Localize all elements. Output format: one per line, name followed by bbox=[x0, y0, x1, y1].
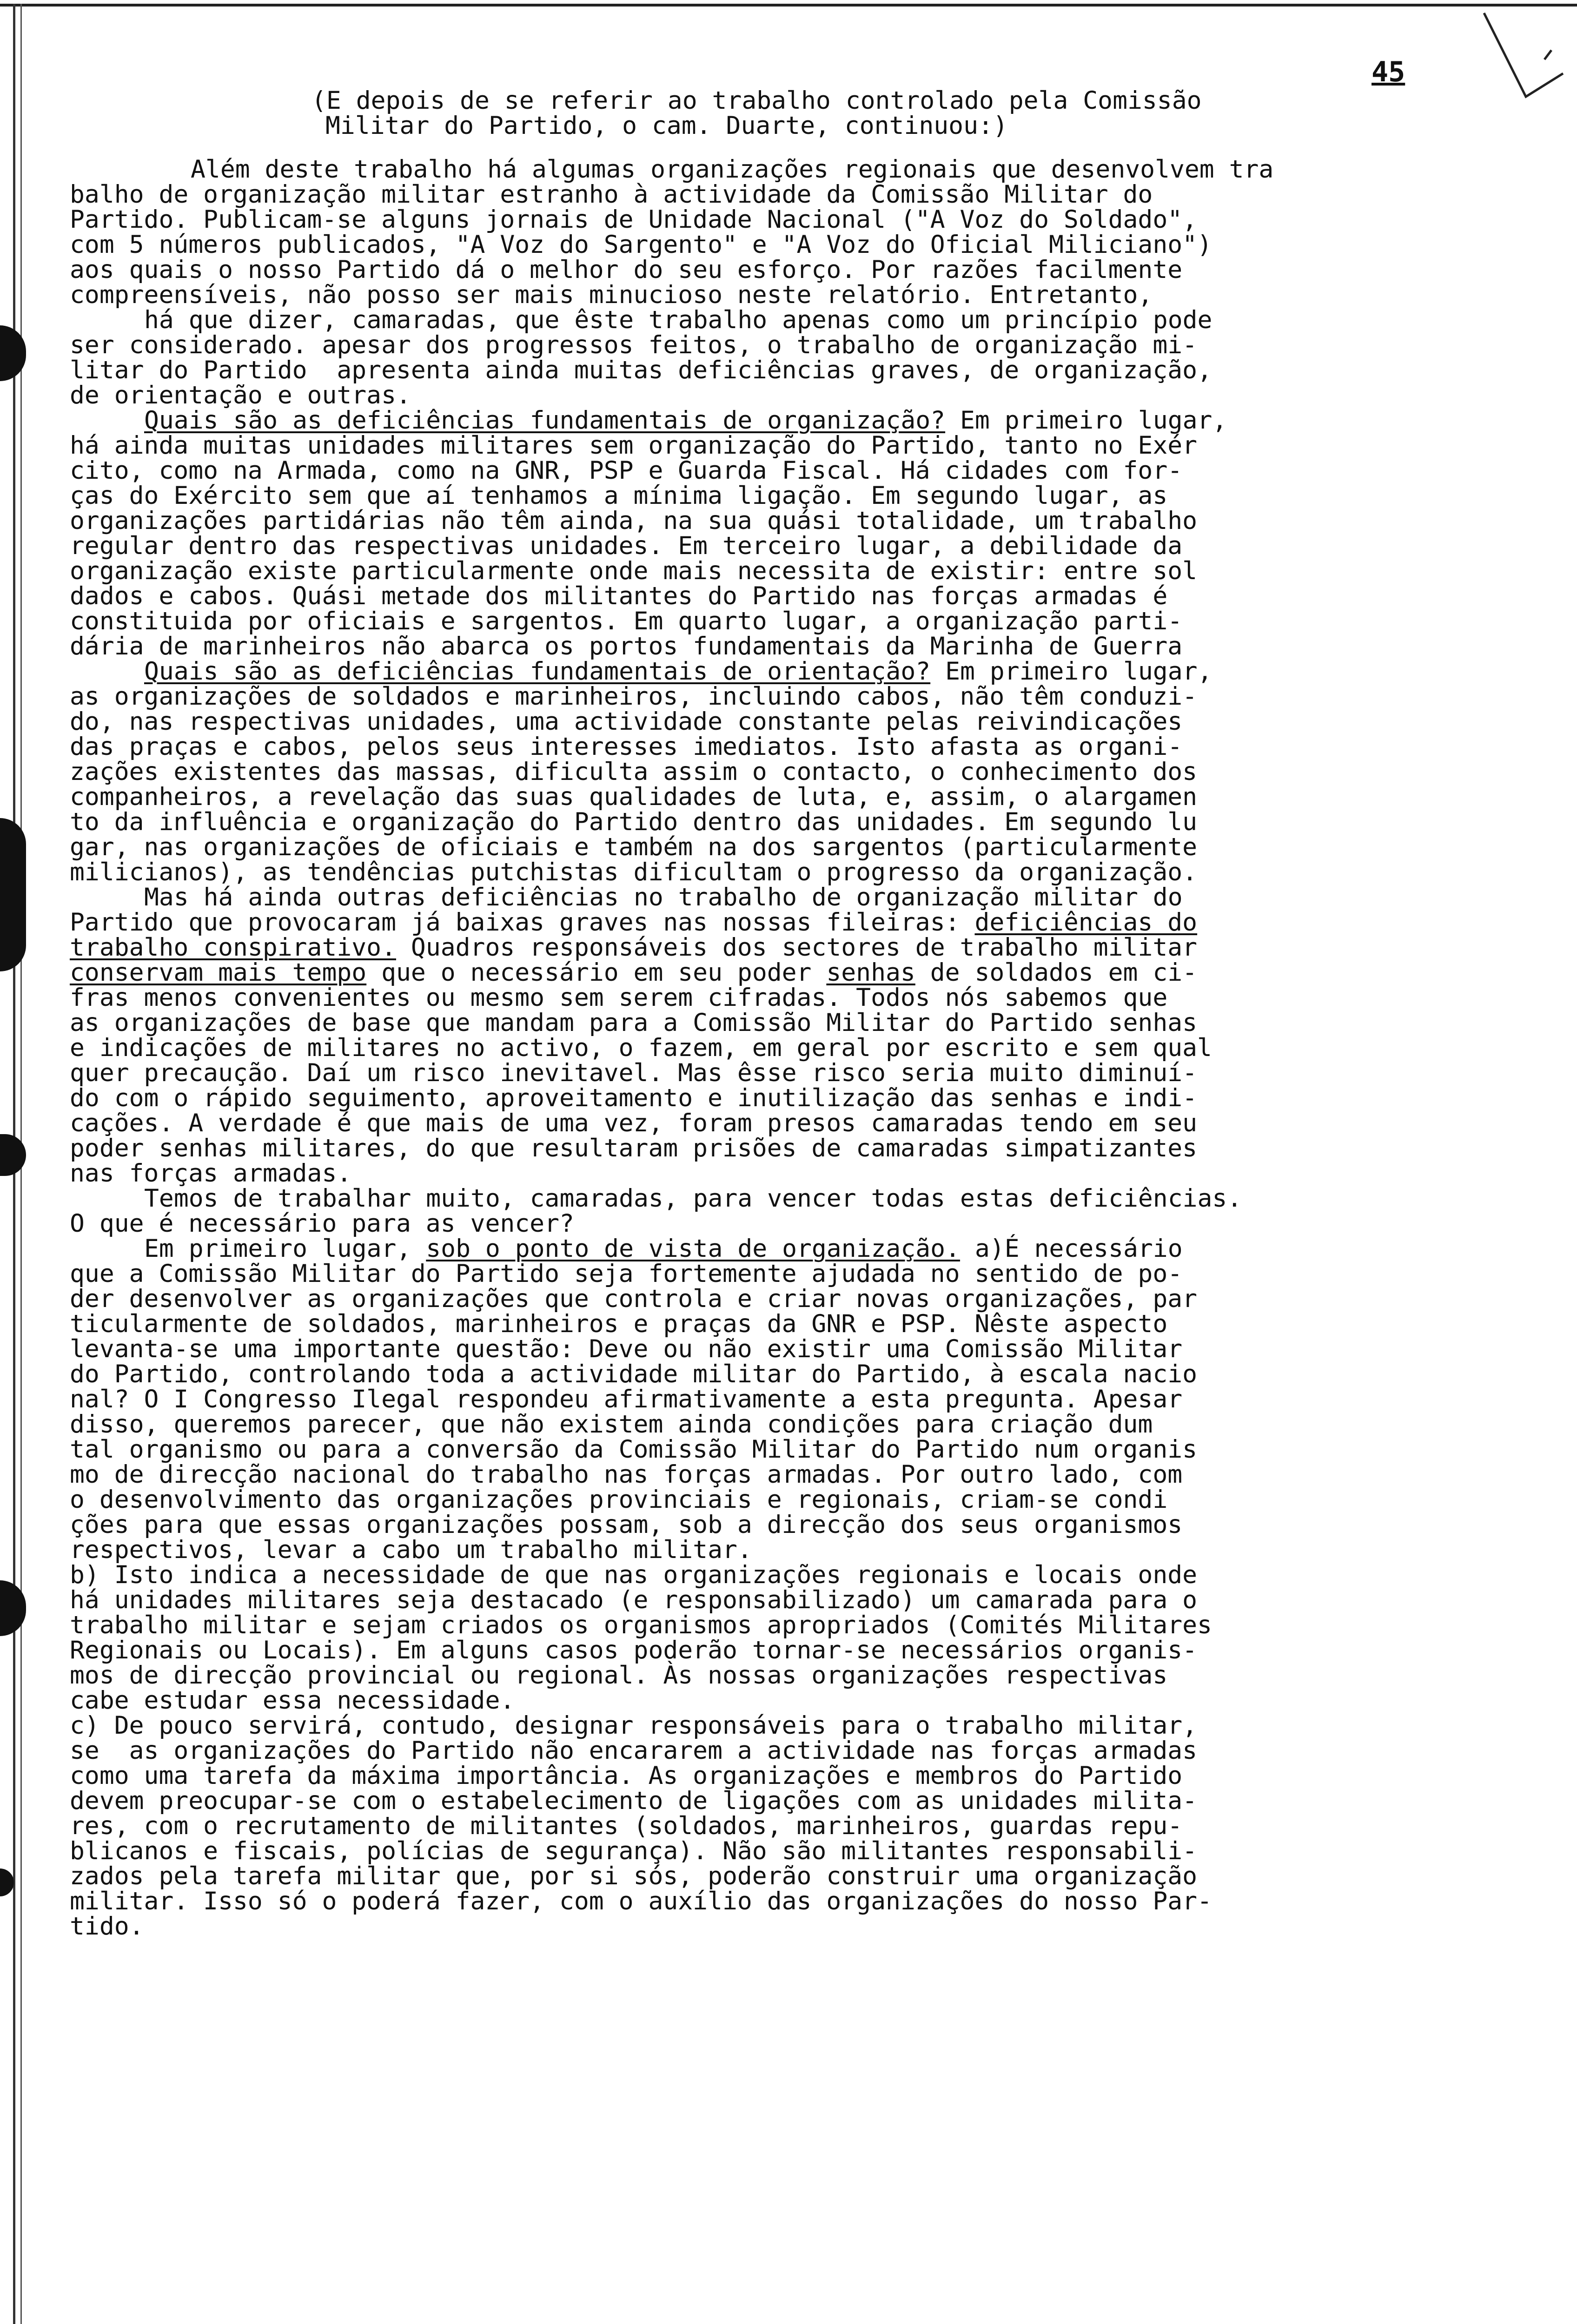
paragraph-1 bbox=[70, 157, 1553, 408]
text-line: do, nas respectivas unidades, uma actividade constante pelas reivindicações bbox=[70, 707, 1183, 736]
text-line: to da influência e organização do Partido dentro das unidades. Em segundo lu bbox=[70, 808, 1198, 836]
underlined-heading: Quais são as deficiências fundamentais de organização? bbox=[144, 406, 946, 435]
underlined-word: senhas bbox=[826, 958, 915, 987]
paragraph-orientation-deficiencies bbox=[70, 659, 1553, 885]
text-line: dados e cabos. Quási metade dos militantes do Partido nas forças armadas é bbox=[70, 582, 1168, 610]
text-line: (E depois de se referir ao trabalho controlado pela Comissão bbox=[311, 86, 1202, 115]
text-line: cito, como na Armada, como na GNR, PSP e Guarda Fiscal. Há cidades com for- bbox=[70, 456, 1183, 485]
text-line: com 5 números publicados, "A Voz do Sargento" e "A Voz do Oficial Miliciano") bbox=[70, 231, 1212, 259]
text-line: ser considerado. apesar dos progressos feitos, o trabalho de organização mi- bbox=[70, 331, 1198, 359]
text-line: as organizações de soldados e marinheiros, incluindo cabos, não têm conduzi- bbox=[70, 682, 1198, 711]
text-line: gar, nas organizações de oficiais e também na dos sargentos (particularmente bbox=[70, 833, 1198, 861]
text-line: Mas há ainda outras deficiências no trabalho de organização militar do bbox=[144, 883, 1183, 911]
text-line: ções para que essas organizações possam, sob a direcção dos seus organismos bbox=[70, 1511, 1183, 1539]
text-line: mo de direcção nacional do trabalho nas forças armadas. Por outro lado, com bbox=[70, 1460, 1183, 1489]
text-span: Em primeiro lugar, bbox=[930, 657, 1213, 686]
text-line: respectivos, levar a cabo um trabalho militar. bbox=[70, 1536, 752, 1564]
punch-hole bbox=[0, 325, 26, 381]
text-line: der desenvolver as organizações que controla e criar novas organizações, par bbox=[70, 1285, 1198, 1313]
text-line: zações existentes das massas, dificulta assim o contacto, o conhecimento dos bbox=[70, 758, 1198, 786]
text-line: zados pela tarefa militar que, por si sós, poderão construir uma organização bbox=[70, 1862, 1198, 1890]
underlined-phrase: conservam mais tempo bbox=[70, 958, 367, 987]
text-line: militar. Isso só o poderá fazer, com o auxílio das organizações do nosso Par- bbox=[70, 1887, 1212, 1915]
underlined-heading: Quais são as deficiências fundamentais de orientação? bbox=[144, 657, 931, 686]
text-line: quer precaução. Daí um risco inevitavel. Mas êsse risco seria muito diminuí- bbox=[70, 1059, 1198, 1087]
text-line: Partido. Publicam-se alguns jornais de Unidade Nacional ("A Voz do Soldado", bbox=[70, 205, 1198, 234]
paragraph-point-c bbox=[70, 1713, 1553, 1939]
paragraph-point-b bbox=[70, 1563, 1553, 1713]
text-line: há que dizer, camaradas, que êste trabalho apenas como um princípio pode bbox=[144, 306, 1213, 334]
text-line bbox=[70, 408, 1553, 433]
intro-block bbox=[70, 88, 1553, 139]
text-line: res, com o recrutamento de militantes (soldados, marinheiros, guardas repu- bbox=[70, 1812, 1183, 1840]
text-line: O que é necessário para as vencer? bbox=[70, 1209, 574, 1238]
text-line bbox=[70, 935, 1553, 960]
text-line: disso, queremos parecer, que não existem ainda condições para criação dum bbox=[70, 1410, 1153, 1439]
text-line: tal organismo ou para a conversão da Comissão Militar do Partido num organis bbox=[70, 1435, 1198, 1464]
text-line: ticularmente de soldados, marinheiros e praças da GNR e PSP. Nêste aspecto bbox=[70, 1310, 1168, 1338]
text-line: regular dentro das respectivas unidades. Em terceiro lugar, a debilidade da bbox=[70, 532, 1183, 560]
paragraph-organization-point-a bbox=[70, 1236, 1553, 1563]
underlined-phrase: deficiências do bbox=[974, 908, 1198, 937]
text-line: compreensíveis, não posso ser mais minucioso neste relatório. Entretanto, bbox=[70, 281, 1153, 309]
text-line bbox=[70, 960, 1553, 985]
text-span: Em primeiro lugar, bbox=[144, 1235, 426, 1263]
text-line: ças do Exército sem que aí tenhamos a mínima ligação. Em segundo lugar, as bbox=[70, 482, 1168, 510]
text-line: Além deste trabalho há algumas organizações regionais que desenvolvem tra bbox=[191, 155, 1274, 184]
text-line: Temos de trabalhar muito, camaradas, para vencer todas estas deficiências. bbox=[144, 1184, 1242, 1213]
paragraph-organization-deficiencies bbox=[70, 408, 1553, 659]
punch-hole bbox=[0, 1134, 26, 1176]
text-line bbox=[70, 910, 1553, 935]
scan-border-top bbox=[0, 4, 1577, 7]
punch-hole bbox=[0, 1580, 26, 1636]
text-line: trabalho militar e sejam criados os organismos apropriados (Comités Militares bbox=[70, 1611, 1212, 1639]
text-line: organizações partidárias não têm ainda, na sua quási totalidade, um trabalho bbox=[70, 507, 1198, 535]
text-span: Partido que provocaram já baixas graves nas nossas fileiras: bbox=[70, 908, 975, 937]
text-line: litar do Partido apresenta ainda muitas deficiências graves, de organização, bbox=[70, 356, 1212, 384]
text-line: b) Isto indica a necessidade de que nas organizações regionais e locais onde bbox=[70, 1561, 1198, 1589]
text-line: cações. A verdade é que mais de uma vez, foram presos camaradas tendo em seu bbox=[70, 1109, 1198, 1137]
text-line: c) De pouco servirá, contudo, designar responsáveis para o trabalho militar, bbox=[70, 1711, 1198, 1740]
text-line: do Partido, controlando toda a actividade militar do Partido, à escala nacio bbox=[70, 1360, 1198, 1388]
text-line: nal? O I Congresso Ilegal respondeu afirmativamente a esta pregunta. Apesar bbox=[70, 1385, 1183, 1413]
text-line: companheiros, a revelação das suas qualidades de luta, e, assim, o alargamen bbox=[70, 783, 1198, 811]
text-span: que o necessário em seu poder bbox=[366, 958, 827, 987]
text-line: há ainda muitas unidades militares sem organização do Partido, tanto no Exér bbox=[70, 431, 1198, 460]
text-line: das praças e cabos, pelos seus interesses imediatos. Isto afasta as organi- bbox=[70, 733, 1183, 761]
punch-hole bbox=[0, 818, 26, 971]
text-line: dária de marinheiros não abarca os portos fundamentais da Marinha de Guerra bbox=[70, 632, 1183, 660]
text-line: as organizações de base que mandam para a Comissão Militar do Partido senhas bbox=[70, 1009, 1198, 1037]
text-line: devem preocupar-se com o estabelecimento de ligações com as unidades milita- bbox=[70, 1787, 1198, 1815]
text-line: e indicações de militares no activo, o fazem, em geral por escrito e sem qual bbox=[70, 1034, 1212, 1062]
text-line: constituida por oficiais e sargentos. Em quarto lugar, a organização parti- bbox=[70, 607, 1183, 635]
text-line: blicanos e fiscais, polícias de segurança). Não são militantes responsabili- bbox=[70, 1837, 1198, 1865]
text-span: de soldados em ci- bbox=[915, 958, 1198, 987]
text-line: que a Comissão Militar do Partido seja fortemente ajudada no sentido de po- bbox=[70, 1260, 1183, 1288]
text-line: cabe estudar essa necessidade. bbox=[70, 1686, 515, 1715]
text-line: o desenvolvimento das organizações provinciais e regionais, criam-se condi bbox=[70, 1486, 1168, 1514]
text-line: há unidades militares seja destacado (e responsabilizado) um camarada para o bbox=[70, 1586, 1198, 1614]
paragraph-overcome bbox=[70, 1186, 1553, 1236]
text-line: aos quais o nosso Partido dá o melhor do seu esforço. Por razões facilmente bbox=[70, 256, 1183, 284]
text-line: levanta-se uma importante questão: Deve ou não existir uma Comissão Militar bbox=[70, 1335, 1183, 1363]
text-line bbox=[70, 1236, 1553, 1261]
text-line: poder senhas militares, do que resultaram prisões de camaradas simpatizantes bbox=[70, 1134, 1198, 1162]
page-number: 45 bbox=[1372, 56, 1405, 88]
text-line: se as organizações do Partido não encararem a actividade nas forças armadas bbox=[70, 1736, 1198, 1765]
text-span: Quadros responsáveis dos sectores de trabalho militar bbox=[396, 933, 1198, 962]
text-line: do com o rápido seguimento, aproveitamento e inutilização das senhas e indi- bbox=[70, 1084, 1198, 1112]
text-line: de orientação e outras. bbox=[70, 381, 411, 409]
paragraph-conspiratorial-work bbox=[70, 885, 1553, 1186]
text-line: Regionais ou Locais). Em alguns casos poderão tornar-se necessários organis- bbox=[70, 1636, 1198, 1664]
text-line: fras menos convenientes ou mesmo sem serem cifradas. Todos nós sabemos que bbox=[70, 984, 1168, 1012]
text-line: mos de direcção provincial ou regional. Às nossas organizações respectivas bbox=[70, 1661, 1168, 1690]
text-line: balho de organização militar estranho à actividade da Comissão Militar do bbox=[70, 180, 1153, 209]
text-line: Militar do Partido, o cam. Duarte, continuou:) bbox=[325, 112, 1008, 140]
text-line: como uma tarefa da máxima importância. As organizações e membros do Partido bbox=[70, 1762, 1183, 1790]
underlined-phrase: trabalho conspirativo. bbox=[70, 933, 396, 962]
underlined-phrase: sob o ponto de vista de organização. bbox=[426, 1235, 960, 1263]
punch-hole bbox=[0, 1868, 14, 1896]
text-line: organização existe particularmente onde mais necessita de existir: entre sol bbox=[70, 557, 1198, 585]
text-span: Em primeiro lugar, bbox=[945, 406, 1227, 435]
document-body bbox=[70, 88, 1553, 1939]
text-span: a)É necessário bbox=[960, 1235, 1183, 1263]
text-line bbox=[70, 659, 1553, 684]
text-line: tido. bbox=[70, 1912, 144, 1941]
text-line: nas forças armadas. bbox=[70, 1159, 352, 1188]
text-line: milicianos), as tendências putchistas dificultam o progresso da organização. bbox=[70, 858, 1198, 886]
